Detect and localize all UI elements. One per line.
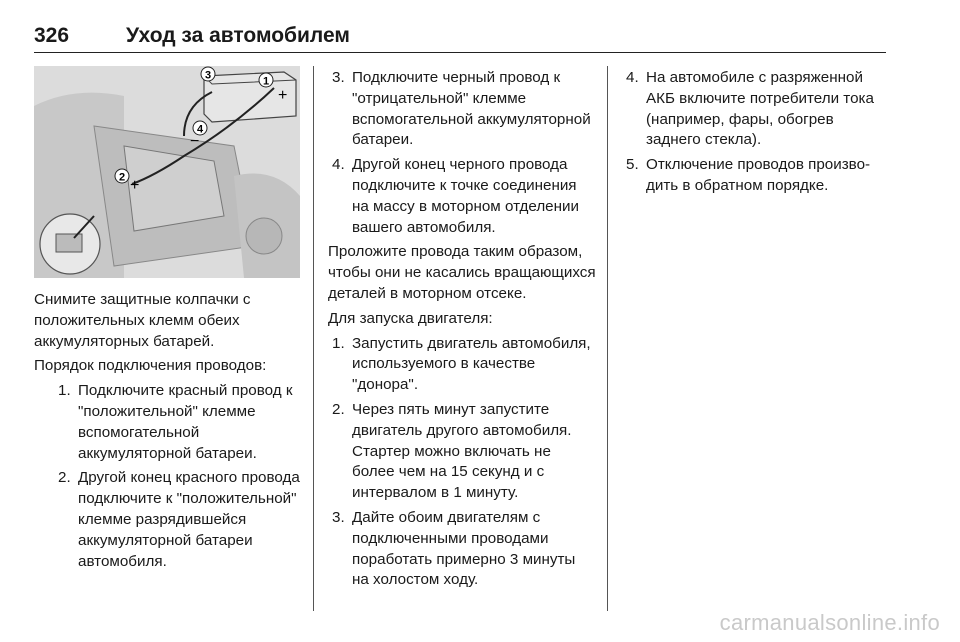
jump-start-illustration [34, 66, 300, 278]
plus-sign-donor: + [278, 87, 288, 104]
callout-3-label: 3 [204, 69, 212, 82]
list-item [54, 381, 300, 464]
list-item-number: 4. [332, 156, 345, 174]
column-divider-2 [607, 66, 608, 611]
list-item-number: 5. [626, 156, 639, 174]
list-item [622, 68, 890, 151]
column-1 [34, 290, 300, 576]
list-item-number: 1. [332, 334, 345, 352]
list-item [328, 68, 596, 151]
minus-sign: − [190, 133, 200, 150]
callout-4-label: 4 [196, 123, 204, 136]
page-title: Уход за автомобилем [126, 24, 350, 47]
list-item-text: Запустить двигатель автомобиля, используемого в качестве "донора". [352, 334, 591, 394]
list-item-text: Отключение проводов производить в обратном порядке. [646, 156, 871, 194]
callout-3 [201, 67, 215, 82]
engine-start-steps-list-continued [622, 68, 890, 197]
list-item [622, 155, 890, 197]
list-item-text: Дайте обоим двигателям с подключенными проводами поработать примерно 3 минуты на холостом ходу. [352, 508, 576, 589]
list-item [328, 334, 596, 396]
list-item [328, 508, 596, 591]
page-number: 326 [34, 24, 70, 47]
column-3 [622, 68, 890, 201]
list-item-text: Подключите красный провод к "положительной" клемме вспомогательной аккумуляторной батареи. [78, 382, 293, 462]
callout-2-label: 2 [118, 171, 126, 184]
callout-2 [115, 169, 129, 184]
list-item [328, 155, 596, 238]
list-item-number: 3. [332, 69, 345, 86]
list-item [328, 400, 596, 504]
list-item-text: Через пять минут запустите двигатель другого автомобиля. Стартер можно включать не более чем на 15 секунд и с интервалом в 1 минуту. [352, 400, 572, 502]
list-item-text: Другой конец красного провода подключите к "положительной" клемме разрядившейся аккумуляторной батареи автомобиля. [78, 469, 300, 570]
list-item-number: 3. [332, 508, 345, 526]
plus-sign-discharged: + [130, 177, 140, 194]
column-divider-1 [313, 66, 314, 611]
connection-order-heading: Порядок подключения проводов: [34, 357, 267, 375]
list-item [54, 468, 300, 572]
list-item-number: 4. [626, 69, 639, 86]
column-2 [328, 68, 596, 595]
watermark: carmanualsonline.info [719, 610, 940, 635]
cable-routing-text: Проложите провода таким образом, чтобы они не касались вращающихся деталей в моторном отсеке. [328, 243, 596, 302]
list-item-number: 1. [58, 382, 71, 400]
engine-bay-drawing [34, 66, 300, 278]
list-item-number: 2. [58, 469, 71, 487]
connection-steps-list [34, 381, 300, 572]
list-item-text: На автомобиле с разряженной АКБ включите потребители тока (например, фары, обогрев заднего стекла). [646, 69, 874, 149]
list-item-number: 2. [332, 400, 345, 418]
engine-start-heading: Для запуска двигателя: [328, 309, 493, 327]
page-header [34, 22, 886, 53]
list-item-text: Подключите черный провод к "отрицательной" клемме вспомогательной аккумуляторной батареи. [352, 69, 591, 149]
remove-caps-text: Снимите защитные колпачки с положительных клемм обеих аккумуляторных батарей. [34, 291, 251, 350]
callout-1 [259, 73, 273, 88]
connection-steps-list-continued [328, 68, 596, 238]
callout-1-label: 1 [262, 75, 270, 88]
engine-start-steps-list [328, 334, 596, 592]
list-item-text: Другой конец черного провода подключите к точке соединения на массу в моторном отделении вашего автомобиля. [352, 156, 579, 236]
